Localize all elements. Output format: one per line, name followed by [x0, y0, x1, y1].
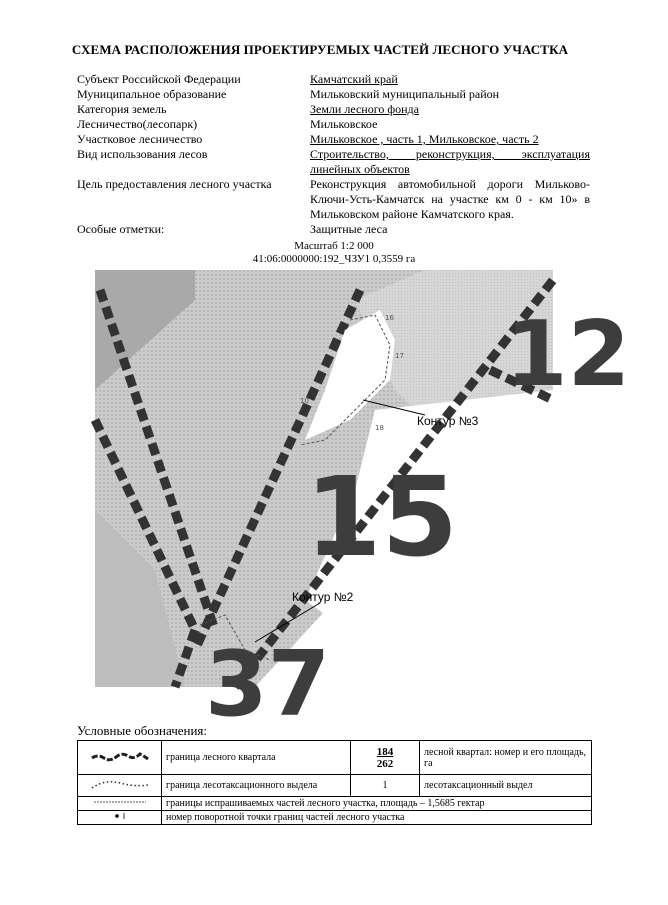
fraction-denominator: 262: [376, 757, 394, 770]
legend-table: [77, 740, 592, 825]
cadastral-number: 41:06:0000000:192_ЧЗУ1 0,3559 га: [252, 253, 416, 265]
field-value: Мильковский муниципальный район: [310, 87, 500, 101]
field-value: Камчатский край: [310, 72, 398, 86]
point-label: 10: [300, 397, 309, 405]
field-label: Категория земель: [77, 102, 167, 116]
field-label: Лесничество(лесопарк): [77, 117, 198, 131]
contour-3-label: Контур №3: [417, 414, 479, 428]
field-value: Защитные леса: [310, 222, 388, 236]
field-label: Участковое лесничество: [77, 132, 203, 146]
field-label: Особые отметки:: [77, 222, 165, 236]
fraction-numerator: 184: [376, 745, 394, 758]
field-label: Муниципальное образование: [77, 87, 227, 101]
legend-row: [78, 811, 592, 825]
field-label: Субъект Российской Федерации: [77, 72, 241, 86]
turning-point-symbol: [90, 812, 150, 820]
point-label: 17: [395, 352, 404, 360]
contour-2-label: Контур №2: [292, 590, 354, 604]
legend-number-symbol: 1: [351, 775, 420, 797]
legend-title: Условные обозначения:: [77, 723, 208, 738]
point-label: 18: [375, 424, 384, 432]
document-title: СХЕМА РАСПОЛОЖЕНИЯ ПРОЕКТИРУЕМЫХ ЧАСТЕЙ ЛЕСНОГО УЧАСТКА: [71, 42, 569, 57]
legend-desc: номер поворотной точки границ частей лесного участка: [162, 811, 592, 825]
legend-fraction-symbol: [351, 741, 420, 775]
field-value: Мильковское , часть 1, Мильковское, часть 2: [310, 132, 539, 146]
map-quarter-number: 15: [305, 453, 459, 581]
legend-symbol: [78, 741, 162, 775]
legend-desc-2: лесотаксационный выдел: [420, 775, 592, 797]
point-label: 16: [385, 314, 394, 322]
quarter-boundary-symbol: [90, 749, 150, 763]
legend-desc: границы испрашиваемых частей лесного участка, площадь – 1,5685 гектар: [162, 797, 592, 811]
legend-desc: граница лесного квартала: [162, 741, 351, 775]
requested-parts-boundary-symbol: [90, 798, 150, 806]
legend-desc: граница лесотаксационного выдела: [162, 775, 351, 797]
field-label: Вид использования лесов: [77, 147, 208, 161]
legend-symbol: [78, 775, 162, 797]
legend-symbol: [78, 797, 162, 811]
field-value: Земли лесного фонда: [310, 102, 419, 116]
legend-desc-2: лесной квартал: номер и его площадь, га: [420, 741, 592, 775]
compartment-boundary-symbol: [90, 777, 150, 791]
legend-row: [78, 741, 592, 775]
map-quarter-number-top-right: 12: [505, 302, 631, 407]
field-value: Мильковское: [310, 117, 378, 131]
legend-row: [78, 775, 592, 797]
field-label: Цель предоставления лесного участка: [77, 177, 272, 191]
map-quarter-number-bottom: 37: [205, 632, 331, 737]
field-value: Реконструкция автомобильной дороги Мильково-Ключи-Усть-Камчатск на участке км 0 - км 10» в Мильковском районе Камчатского края.: [310, 177, 590, 221]
map-scale: Масштаб 1:2 000: [294, 240, 374, 252]
legend-row: [78, 797, 592, 811]
field-value: Строительство, реконструкция, эксплуатация линейных объектов: [310, 147, 590, 176]
legend-symbol: [78, 811, 162, 825]
